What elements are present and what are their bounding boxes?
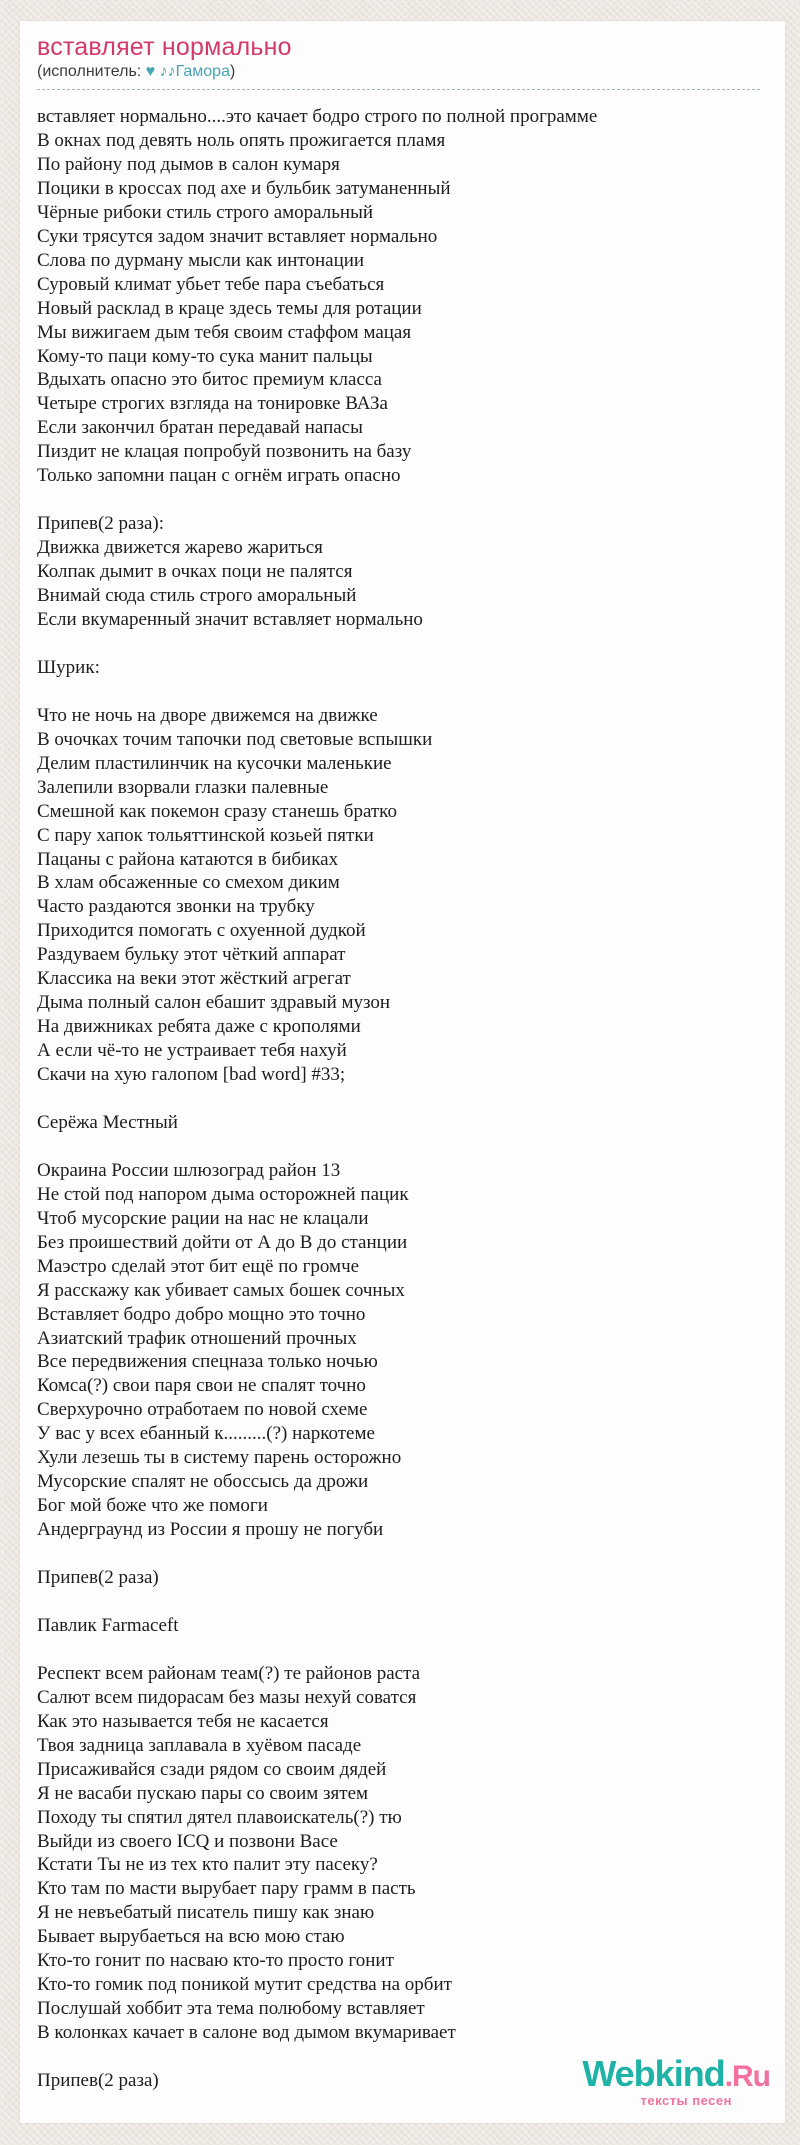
lyrics-line: В хлам обсаженные со смехом диким [37, 872, 340, 894]
artist-link[interactable]: ♥ ♪♪Гамора [145, 63, 230, 80]
lyrics-line: У вас у всех ебанный к.........(?) наркотеме [37, 1423, 375, 1445]
lyrics-line: Я не васаби пускаю пары со своим зятем [37, 1782, 369, 1804]
lyrics-line: Павлик Farmaceft [37, 1614, 179, 1636]
lyrics-line: Припев(2 раза): [37, 513, 165, 535]
lyrics-line: вставляет нормально....это качает бодро строго по полной программе [37, 106, 598, 127]
lyrics-line: Хули лезешь ты в систему парень осторожно [37, 1447, 402, 1469]
lyrics-line: Сверхурочно отработаем по новой схеме [37, 1399, 368, 1421]
lyrics-line [37, 1638, 767, 1662]
lyrics-line: Чёрные рибоки стиль строго аморальный [37, 201, 374, 223]
lyrics-line: Без проишествий дойти от А до В до станции [37, 1231, 408, 1253]
lyrics-line: Четыре строгих взгляда на тонировке ВАЗа [37, 393, 388, 415]
lyrics-line [37, 1590, 767, 1614]
logo-webkind-text: Webkind [582, 2053, 725, 2094]
lyrics-line: Бог мой боже что же помоги [37, 1495, 268, 1517]
lyrics-line: Делим пластилинчик на кусочки маленькие [37, 752, 392, 774]
lyrics-line: Я не невъебатый писатель пишу как знаю [37, 1902, 375, 1924]
content-card [20, 21, 785, 2123]
lyrics-line: Я расскажу как убивает самых бошек сочных [37, 1279, 405, 1301]
lyrics-line: Что не ночь на дворе движемся на движке [37, 704, 378, 726]
artist-suffix: ) [229, 63, 236, 80]
lyrics-line: Суровый климат убьет тебе пара съебаться [37, 273, 385, 295]
lyrics-line [37, 680, 767, 704]
lyrics-line: Кстати Ты не из тех кто палит эту пасеку? [37, 1854, 378, 1876]
lyrics-line: Шурик: [37, 656, 100, 678]
lyrics-line: Колпак дымит в очках поци не палятся [37, 561, 353, 583]
lyrics-line: Раздуваем бульку этот чёткий аппарат [37, 944, 346, 966]
lyrics-line: Респект всем районам теам(?) те районов раста [37, 1662, 421, 1684]
lyrics-line: Приходится помогать с охуенной дудкой [37, 920, 366, 942]
logo-tagline: тексты песен [640, 2093, 732, 2108]
lyrics-line: Азиатский трафик отношений прочных [37, 1327, 357, 1349]
lyrics-line: Скачи на хую галопом [bad word] #33; [37, 1064, 346, 1086]
lyrics-line: Вдыхать опасно это битос премиум класса [37, 369, 382, 391]
lyrics-line [37, 1542, 767, 1566]
lyrics-line [37, 632, 767, 656]
webkind-logo[interactable] [582, 2053, 770, 2108]
lyrics-line: Комса(?) свои паря свои не спалят точно [37, 1375, 366, 1397]
lyrics-line: Мусорские спалят не обоссысь да дрожи [37, 1471, 369, 1493]
lyrics-line: Не стой под напором дыма осторожней пацик [37, 1183, 409, 1205]
logo-wordmark [582, 2053, 770, 2094]
lyrics-line: Суки трясутся задом значит вставляет нормально [37, 225, 438, 247]
lyrics-line [37, 1135, 767, 1159]
lyrics-line: Как это называется тебя не касается [37, 1710, 329, 1732]
lyrics-line: В колонках качает в салоне вод дымом вкумаривает [37, 2022, 456, 2044]
lyrics-line: Кому-то паци кому-то сука манит пальцы [37, 345, 373, 367]
lyrics-line: Окраина России шлюзоград район 13 [37, 1159, 341, 1181]
lyrics-line: Кто-то гонит по насваю кто-то просто гонит [37, 1950, 394, 1972]
lyrics-line: Припев(2 раза) [37, 2070, 159, 2092]
lyrics-line: Залепили взорвали глазки палевные [37, 776, 329, 798]
lyrics-line: Внимай сюда стиль строго аморальный [37, 585, 357, 607]
lyrics-line: Слова по дурману мысли как интонации [37, 249, 365, 271]
lyrics-line: Если вкумаренный значит вставляет нормально [37, 609, 423, 630]
lyrics-line: Кто-то гомик под поникой мутит средства на орбит [37, 1974, 452, 1996]
lyrics-line: В окнах под девять ноль опять прожигается пламя [37, 129, 446, 151]
lyrics-line: А если чё-то не устраивает тебя нахуй [37, 1040, 347, 1062]
lyrics-line: Серёжа Местный [37, 1111, 178, 1133]
lyrics-line [37, 488, 767, 512]
artist-line [37, 61, 760, 82]
lyrics-line: Вставляет бодро добро мощно это точно [37, 1303, 366, 1325]
lyrics-line: Припев(2 раза) [37, 1567, 159, 1589]
lyrics-line: Дыма полный салон ебашит здравый музон [37, 992, 391, 1014]
artist-prefix: (исполнитель: [37, 63, 146, 80]
song-title: вставляет нормально [37, 33, 292, 61]
lyrics-line: Мы вижигаем дым тебя своим стаффом мацая [37, 321, 412, 343]
lyrics-line: Послушай хоббит эта тема полюбому вставляет [37, 1998, 425, 2020]
lyrics-line: Кто там по масти вырубает пару грамм в пасть [37, 1878, 416, 1900]
lyrics-line: Движка движется жарево жариться [37, 537, 323, 559]
lyrics-line: С пару хапок тольяттинской козьей пятки [37, 824, 374, 846]
lyrics-line: Бывает вырубаеться на всю мою стаю [37, 1926, 345, 1948]
lyrics-line: Походу ты спятил дятел плавоискатель(?) тю [37, 1806, 402, 1828]
lyrics-line: Маэстро сделай этот бит ещё по громче [37, 1255, 360, 1277]
lyrics-line: Присаживайся сзади рядом со своим дядей [37, 1758, 387, 1780]
lyrics-text [37, 105, 767, 2093]
lyrics-line: Часто раздаются звонки на трубку [37, 896, 315, 918]
logo-ru-text: .Ru [724, 2060, 770, 2093]
lyrics-line: Пиздит не клацая попробуй позвонить на базу [37, 441, 412, 463]
lyrics-line: Если закончил братан передавай напасы [37, 417, 363, 439]
lyrics-line: Пацаны с района катаются в бибиках [37, 848, 339, 870]
lyrics-line: Салют всем пидорасам без мазы нехуй соватся [37, 1686, 417, 1708]
lyrics-line: Только запомни пацан с огнём играть опасно [37, 465, 401, 487]
lyrics-line: Новый расклад в краце здесь темы для ротации [37, 297, 422, 319]
lyrics-line: Поцики в кроссах под ахе и бульбик затуманенный [37, 177, 451, 199]
lyrics-line: Все передвижения спецназа только ночью [37, 1351, 378, 1373]
lyrics-line [37, 1087, 767, 1111]
lyrics-line: Чтоб мусорские рации на нас не клацали [37, 1207, 369, 1229]
song-header [37, 33, 760, 90]
lyrics-line: Андерграунд из России я прошу не погуби [37, 1519, 384, 1541]
lyrics-line: Классика на веки этот жёсткий агрегат [37, 968, 351, 990]
lyrics-line: По району под дымов в салон кумаря [37, 153, 340, 175]
lyrics-line: В очочках точим тапочки под световые вспышки [37, 728, 433, 750]
lyrics-line: Смешной как покемон сразу станешь братко [37, 800, 397, 822]
lyrics-line: Твоя задница заплавала в хуёвом пасаде [37, 1734, 362, 1756]
lyrics-line: Выйди из своего ICQ и позвони Васе [37, 1830, 338, 1852]
lyrics-line: На движниках ребята даже с крополями [37, 1016, 361, 1038]
